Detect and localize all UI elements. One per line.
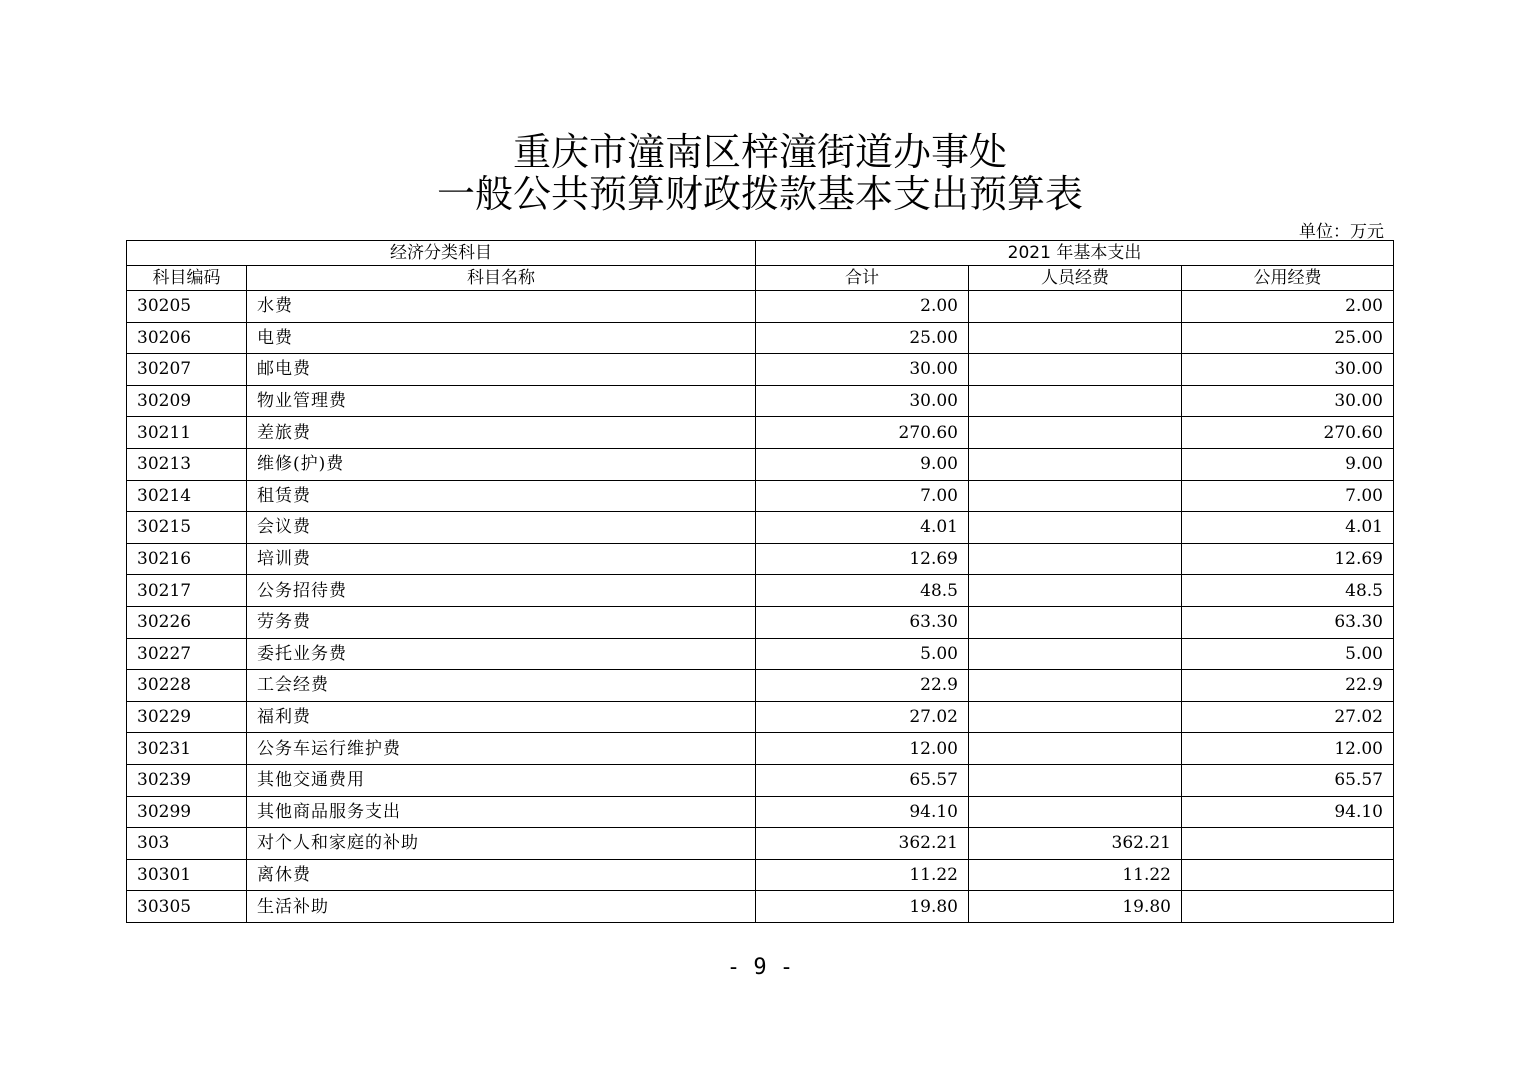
cell-subject-name: 差旅费 [247, 417, 756, 449]
cell-personnel-expense [969, 575, 1182, 607]
table-row [127, 733, 1394, 765]
cell-subject-name: 其他交通费用 [247, 764, 756, 796]
cell-personnel-expense [969, 638, 1182, 670]
cell-subject-code: 30214 [127, 480, 247, 512]
cell-public-expense: 12.00 [1182, 733, 1394, 765]
cell-subject-name: 邮电费 [247, 354, 756, 386]
budget-table [126, 240, 1394, 923]
cell-subject-name: 劳务费 [247, 606, 756, 638]
cell-public-expense [1182, 828, 1394, 860]
table-row [127, 385, 1394, 417]
table-row [127, 543, 1394, 575]
cell-total: 48.5 [756, 575, 969, 607]
table-row [127, 575, 1394, 607]
table-row [127, 796, 1394, 828]
cell-public-expense: 12.69 [1182, 543, 1394, 575]
cell-total: 22.9 [756, 670, 969, 702]
cell-subject-code: 303 [127, 828, 247, 860]
cell-personnel-expense [969, 480, 1182, 512]
table-row [127, 670, 1394, 702]
cell-total: 270.60 [756, 417, 969, 449]
cell-subject-code: 30305 [127, 891, 247, 923]
cell-subject-name: 离休费 [247, 859, 756, 891]
table-row [127, 291, 1394, 323]
cell-subject-name: 福利费 [247, 701, 756, 733]
cell-subject-name: 培训费 [247, 543, 756, 575]
cell-subject-name: 对个人和家庭的补助 [247, 828, 756, 860]
cell-public-expense: 7.00 [1182, 480, 1394, 512]
cell-subject-code: 30207 [127, 354, 247, 386]
header-personnel-expense: 人员经费 [969, 266, 1182, 291]
cell-public-expense [1182, 891, 1394, 923]
table-row [127, 859, 1394, 891]
cell-subject-name: 维修(护)费 [247, 448, 756, 480]
cell-total: 94.10 [756, 796, 969, 828]
cell-subject-name: 工会经费 [247, 670, 756, 702]
cell-subject-code: 30211 [127, 417, 247, 449]
cell-subject-name: 生活补助 [247, 891, 756, 923]
cell-total: 9.00 [756, 448, 969, 480]
cell-personnel-expense [969, 670, 1182, 702]
table-row [127, 606, 1394, 638]
header-total: 合计 [756, 266, 969, 291]
cell-personnel-expense: 19.80 [969, 891, 1182, 923]
table-row [127, 701, 1394, 733]
header-economic-classification: 经济分类科目 [127, 241, 756, 266]
cell-subject-code: 30231 [127, 733, 247, 765]
cell-subject-code: 30301 [127, 859, 247, 891]
cell-public-expense: 30.00 [1182, 354, 1394, 386]
page-title-line2: 一般公共预算财政拨款基本支出预算表 [436, 172, 1083, 216]
cell-total: 7.00 [756, 480, 969, 512]
table-row [127, 354, 1394, 386]
header-public-expense: 公用经费 [1182, 266, 1394, 291]
cell-personnel-expense [969, 733, 1182, 765]
table-row [127, 417, 1394, 449]
cell-subject-code: 30299 [127, 796, 247, 828]
cell-total: 2.00 [756, 291, 969, 323]
cell-personnel-expense [969, 448, 1182, 480]
table-body [127, 291, 1394, 923]
cell-subject-code: 30215 [127, 512, 247, 544]
cell-subject-name: 公务车运行维护费 [247, 733, 756, 765]
cell-subject-code: 30205 [127, 291, 247, 323]
cell-personnel-expense: 11.22 [969, 859, 1182, 891]
cell-personnel-expense [969, 417, 1182, 449]
cell-total: 65.57 [756, 764, 969, 796]
cell-total: 12.69 [756, 543, 969, 575]
cell-public-expense: 25.00 [1182, 322, 1394, 354]
cell-total: 27.02 [756, 701, 969, 733]
cell-subject-code: 30228 [127, 670, 247, 702]
cell-personnel-expense: 362.21 [969, 828, 1182, 860]
header-subject-code: 科目编码 [127, 266, 247, 291]
cell-personnel-expense [969, 796, 1182, 828]
cell-subject-name: 租赁费 [247, 480, 756, 512]
cell-public-expense [1182, 859, 1394, 891]
cell-total: 25.00 [756, 322, 969, 354]
cell-subject-code: 30226 [127, 606, 247, 638]
cell-personnel-expense [969, 512, 1182, 544]
cell-public-expense: 4.01 [1182, 512, 1394, 544]
page-number: - 9 - [726, 955, 794, 980]
cell-public-expense: 270.60 [1182, 417, 1394, 449]
cell-public-expense: 22.9 [1182, 670, 1394, 702]
cell-subject-name: 物业管理费 [247, 385, 756, 417]
cell-personnel-expense [969, 701, 1182, 733]
cell-personnel-expense [969, 764, 1182, 796]
table-row [127, 480, 1394, 512]
cell-total: 362.21 [756, 828, 969, 860]
table-row [127, 512, 1394, 544]
cell-personnel-expense [969, 543, 1182, 575]
cell-personnel-expense [969, 291, 1182, 323]
table-row [127, 638, 1394, 670]
cell-personnel-expense [969, 606, 1182, 638]
cell-subject-name: 委托业务费 [247, 638, 756, 670]
cell-total: 11.22 [756, 859, 969, 891]
cell-total: 30.00 [756, 354, 969, 386]
cell-total: 63.30 [756, 606, 969, 638]
cell-subject-code: 30206 [127, 322, 247, 354]
header-subject-name: 科目名称 [247, 266, 756, 291]
cell-public-expense: 5.00 [1182, 638, 1394, 670]
cell-subject-code: 30217 [127, 575, 247, 607]
cell-personnel-expense [969, 385, 1182, 417]
header-basic-expenditure-2021: 2021 年基本支出 [756, 241, 1394, 266]
cell-subject-name: 公务招待费 [247, 575, 756, 607]
cell-public-expense: 2.00 [1182, 291, 1394, 323]
table-row [127, 828, 1394, 860]
cell-subject-name: 电费 [247, 322, 756, 354]
table-row [127, 322, 1394, 354]
cell-subject-code: 30229 [127, 701, 247, 733]
cell-public-expense: 9.00 [1182, 448, 1394, 480]
cell-subject-code: 30213 [127, 448, 247, 480]
cell-total: 30.00 [756, 385, 969, 417]
unit-label: 单位：万元 [1299, 222, 1384, 242]
cell-subject-code: 30239 [127, 764, 247, 796]
cell-subject-code: 30216 [127, 543, 247, 575]
cell-subject-code: 30227 [127, 638, 247, 670]
cell-total: 12.00 [756, 733, 969, 765]
table-row [127, 891, 1394, 923]
cell-public-expense: 27.02 [1182, 701, 1394, 733]
cell-total: 19.80 [756, 891, 969, 923]
cell-subject-name: 水费 [247, 291, 756, 323]
cell-public-expense: 65.57 [1182, 764, 1394, 796]
cell-subject-name: 会议费 [247, 512, 756, 544]
cell-personnel-expense [969, 322, 1182, 354]
cell-public-expense: 63.30 [1182, 606, 1394, 638]
cell-public-expense: 30.00 [1182, 385, 1394, 417]
table-row [127, 764, 1394, 796]
cell-public-expense: 94.10 [1182, 796, 1394, 828]
cell-subject-name: 其他商品服务支出 [247, 796, 756, 828]
table-row [127, 448, 1394, 480]
page-title-line1: 重庆市潼南区梓潼街道办事处 [512, 130, 1007, 174]
cell-total: 5.00 [756, 638, 969, 670]
cell-subject-code: 30209 [127, 385, 247, 417]
cell-public-expense: 48.5 [1182, 575, 1394, 607]
cell-personnel-expense [969, 354, 1182, 386]
cell-total: 4.01 [756, 512, 969, 544]
